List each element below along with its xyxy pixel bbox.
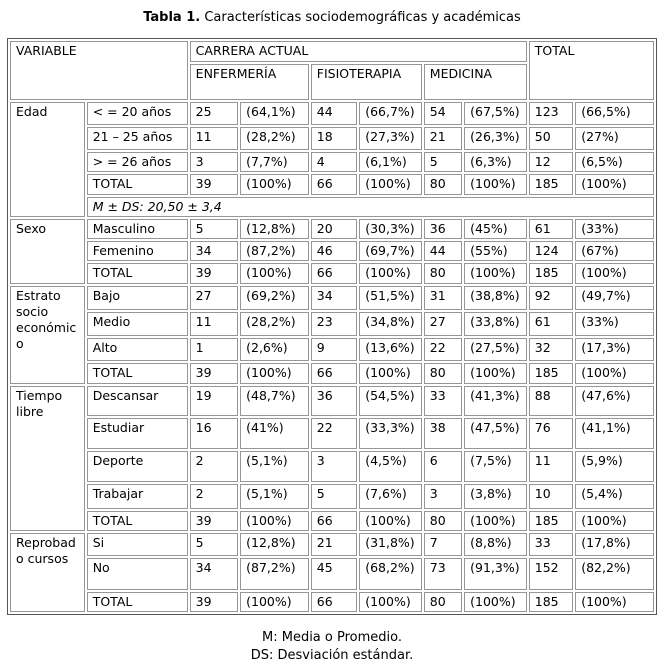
percent-cell: (87,2%) [240, 241, 309, 261]
percent-cell: (100%) [575, 511, 654, 531]
percent-cell: (100%) [240, 263, 309, 283]
percent-cell: (41,1%) [575, 418, 654, 449]
percent-cell: (17,3%) [575, 338, 654, 361]
percent-cell: (6,3%) [464, 152, 527, 172]
percent-cell: (33%) [575, 219, 654, 239]
category-cell: Descansar [87, 386, 188, 416]
count-cell: 80 [424, 263, 462, 283]
percent-cell: (4,5%) [359, 451, 422, 482]
table-row [10, 558, 654, 590]
count-cell: 1 [190, 338, 238, 361]
count-cell: 20 [311, 219, 357, 239]
percent-cell: (69,7%) [359, 241, 422, 261]
count-cell: 66 [311, 511, 357, 531]
category-cell: Deporte [87, 451, 188, 482]
table-row [10, 174, 654, 194]
count-cell: 61 [529, 312, 573, 336]
count-cell: 44 [311, 102, 357, 125]
percent-cell: (82,2%) [575, 558, 654, 590]
count-cell: 80 [424, 511, 462, 531]
percent-cell: (13,6%) [359, 338, 422, 361]
count-cell: 185 [529, 363, 573, 384]
count-cell: 2 [190, 451, 238, 482]
percent-cell: (5,9%) [575, 451, 654, 482]
percent-cell: (33,3%) [359, 418, 422, 449]
count-cell: 5 [311, 484, 357, 509]
table-row [10, 312, 654, 336]
percent-cell: (12,8%) [240, 219, 309, 239]
count-cell: 27 [424, 312, 462, 336]
header-carrera-actual: CARRERA ACTUAL [190, 41, 527, 62]
table-row [10, 286, 654, 310]
percent-cell: (55%) [464, 241, 527, 261]
percent-cell: (6,5%) [575, 152, 654, 172]
percent-cell: (87,2%) [240, 558, 309, 590]
variable-cell: Estrato socio económico [10, 286, 85, 384]
percent-cell: (100%) [575, 174, 654, 194]
count-cell: 3 [311, 451, 357, 482]
percent-cell: (100%) [464, 174, 527, 194]
count-cell: 66 [311, 263, 357, 283]
count-cell: 123 [529, 102, 573, 125]
count-cell: 66 [311, 592, 357, 612]
count-cell: 39 [190, 511, 238, 531]
count-cell: 152 [529, 558, 573, 590]
count-cell: 80 [424, 592, 462, 612]
percent-cell: (51,5%) [359, 286, 422, 310]
percent-cell: (33,8%) [464, 312, 527, 336]
table-row [10, 451, 654, 482]
count-cell: 61 [529, 219, 573, 239]
count-cell: 32 [529, 338, 573, 361]
count-cell: 39 [190, 174, 238, 194]
count-cell: 34 [190, 558, 238, 590]
count-cell: 36 [424, 219, 462, 239]
percent-cell: (100%) [464, 511, 527, 531]
count-cell: 34 [311, 286, 357, 310]
percent-cell: (12,8%) [240, 533, 309, 556]
percent-cell: (68,2%) [359, 558, 422, 590]
count-cell: 19 [190, 386, 238, 416]
percent-cell: (100%) [359, 263, 422, 283]
table-row [10, 152, 654, 172]
count-cell: 185 [529, 511, 573, 531]
percent-cell: (49,7%) [575, 286, 654, 310]
count-cell: 2 [190, 484, 238, 509]
count-cell: 7 [424, 533, 462, 556]
percent-cell: (100%) [575, 592, 654, 612]
category-cell: TOTAL [87, 592, 188, 612]
count-cell: 88 [529, 386, 573, 416]
count-cell: 25 [190, 102, 238, 125]
percent-cell: (38,8%) [464, 286, 527, 310]
percent-cell: (47,6%) [575, 386, 654, 416]
mean-sd-note: M ± DS: 20,50 ± 3,4 [87, 197, 654, 217]
header-row-1 [10, 41, 654, 62]
count-cell: 5 [190, 219, 238, 239]
count-cell: 73 [424, 558, 462, 590]
header-career-fisioterapia: FISIOTERAPIA [311, 64, 422, 100]
count-cell: 33 [529, 533, 573, 556]
percent-cell: (8,8%) [464, 533, 527, 556]
percent-cell: (27%) [575, 127, 654, 150]
count-cell: 185 [529, 263, 573, 283]
percent-cell: (100%) [240, 174, 309, 194]
footnote-sd: DS: Desviación estándar. [250, 647, 414, 663]
count-cell: 50 [529, 127, 573, 150]
percent-cell: (69,2%) [240, 286, 309, 310]
percent-cell: (100%) [240, 592, 309, 612]
count-cell: 39 [190, 263, 238, 283]
count-cell: 5 [190, 533, 238, 556]
count-cell: 9 [311, 338, 357, 361]
count-cell: 12 [529, 152, 573, 172]
count-cell: 18 [311, 127, 357, 150]
percent-cell: (7,6%) [359, 484, 422, 509]
count-cell: 16 [190, 418, 238, 449]
category-cell: No [87, 558, 188, 590]
footnote-mean: M: Media o Promedio. [262, 630, 402, 645]
count-cell: 5 [424, 152, 462, 172]
table-row [10, 338, 654, 361]
count-cell: 27 [190, 286, 238, 310]
percent-cell: (7,5%) [464, 451, 527, 482]
count-cell: 36 [311, 386, 357, 416]
variable-cell: Sexo [10, 219, 85, 284]
header-total: TOTAL [529, 41, 654, 100]
count-cell: 4 [311, 152, 357, 172]
count-cell: 66 [311, 174, 357, 194]
count-cell: 23 [311, 312, 357, 336]
variable-cell: Edad [10, 102, 85, 217]
category-cell: > = 26 años [87, 152, 188, 172]
percent-cell: (100%) [359, 592, 422, 612]
table-row [10, 241, 654, 261]
count-cell: 92 [529, 286, 573, 310]
count-cell: 124 [529, 241, 573, 261]
count-cell: 11 [190, 312, 238, 336]
percent-cell: (67%) [575, 241, 654, 261]
percent-cell: (100%) [464, 263, 527, 283]
category-cell: TOTAL [87, 174, 188, 194]
percent-cell: (17,8%) [575, 533, 654, 556]
category-cell: TOTAL [87, 263, 188, 283]
table-row [10, 533, 654, 556]
percent-cell: (100%) [464, 592, 527, 612]
percent-cell: (41,3%) [464, 386, 527, 416]
header-career-enfermeria: ENFERMERÍA [190, 64, 309, 100]
percent-cell: (5,1%) [240, 484, 309, 509]
percent-cell: (33%) [575, 312, 654, 336]
percent-cell: (45%) [464, 219, 527, 239]
table-row [10, 418, 654, 449]
table-row [10, 219, 654, 239]
table-row [10, 263, 654, 283]
table-row [10, 386, 654, 416]
count-cell: 11 [529, 451, 573, 482]
percent-cell: (100%) [575, 263, 654, 283]
category-cell: Alto [87, 338, 188, 361]
percent-cell: (3,8%) [464, 484, 527, 509]
percent-cell: (26,3%) [464, 127, 527, 150]
count-cell: 66 [311, 363, 357, 384]
percent-cell: (28,2%) [240, 312, 309, 336]
count-cell: 3 [190, 152, 238, 172]
percent-cell: (27,3%) [359, 127, 422, 150]
count-cell: 21 [424, 127, 462, 150]
percent-cell: (28,2%) [240, 127, 309, 150]
variable-cell: Tiempo libre [10, 386, 85, 531]
count-cell: 39 [190, 363, 238, 384]
table-title-label: Tabla 1. [143, 10, 201, 25]
table-row [10, 484, 654, 509]
count-cell: 21 [311, 533, 357, 556]
count-cell: 39 [190, 592, 238, 612]
count-cell: 38 [424, 418, 462, 449]
percent-cell: (100%) [359, 511, 422, 531]
percent-cell: (30,3%) [359, 219, 422, 239]
category-cell: Estudiar [87, 418, 188, 449]
category-cell: TOTAL [87, 511, 188, 531]
count-cell: 185 [529, 174, 573, 194]
table-row [10, 127, 654, 150]
percent-cell: (48,7%) [240, 386, 309, 416]
percent-cell: (91,3%) [464, 558, 527, 590]
percent-cell: (66,5%) [575, 102, 654, 125]
count-cell: 54 [424, 102, 462, 125]
percent-cell: (66,7%) [359, 102, 422, 125]
category-cell: Masculino [87, 219, 188, 239]
variable-cell: Reprobado cursos [10, 533, 85, 612]
count-cell: 44 [424, 241, 462, 261]
note-row [10, 197, 654, 217]
percent-cell: (54,5%) [359, 386, 422, 416]
percent-cell: (64,1%) [240, 102, 309, 125]
count-cell: 6 [424, 451, 462, 482]
percent-cell: (5,4%) [575, 484, 654, 509]
count-cell: 80 [424, 174, 462, 194]
percent-cell: (100%) [240, 511, 309, 531]
footnotes [0, 629, 664, 664]
percent-cell: (47,5%) [464, 418, 527, 449]
table-row [10, 592, 654, 612]
percent-cell: (100%) [359, 363, 422, 384]
percent-cell: (100%) [240, 363, 309, 384]
table-row [10, 511, 654, 531]
category-cell: TOTAL [87, 363, 188, 384]
count-cell: 185 [529, 592, 573, 612]
percent-cell: (34,8%) [359, 312, 422, 336]
percent-cell: (100%) [575, 363, 654, 384]
category-cell: Trabajar [87, 484, 188, 509]
category-cell: Medio [87, 312, 188, 336]
sociodemographic-table [7, 38, 657, 615]
count-cell: 45 [311, 558, 357, 590]
percent-cell: (7,7%) [240, 152, 309, 172]
header-variable: VARIABLE [10, 41, 188, 100]
category-cell: Bajo [87, 286, 188, 310]
table-row [10, 102, 654, 125]
count-cell: 11 [190, 127, 238, 150]
count-cell: 46 [311, 241, 357, 261]
category-cell: Femenino [87, 241, 188, 261]
percent-cell: (2,6%) [240, 338, 309, 361]
count-cell: 76 [529, 418, 573, 449]
table-title [0, 10, 664, 25]
table-row [10, 363, 654, 384]
percent-cell: (41%) [240, 418, 309, 449]
count-cell: 10 [529, 484, 573, 509]
count-cell: 31 [424, 286, 462, 310]
count-cell: 3 [424, 484, 462, 509]
count-cell: 80 [424, 363, 462, 384]
count-cell: 22 [424, 338, 462, 361]
table-title-text: Características sociodemográficas y académicas [204, 10, 521, 25]
percent-cell: (31,8%) [359, 533, 422, 556]
category-cell: Si [87, 533, 188, 556]
percent-cell: (67,5%) [464, 102, 527, 125]
header-career-medicina: MEDICINA [424, 64, 527, 100]
count-cell: 33 [424, 386, 462, 416]
percent-cell: (100%) [359, 174, 422, 194]
percent-cell: (5,1%) [240, 451, 309, 482]
count-cell: 22 [311, 418, 357, 449]
count-cell: 34 [190, 241, 238, 261]
category-cell: < = 20 años [87, 102, 188, 125]
percent-cell: (100%) [464, 363, 527, 384]
percent-cell: (27,5%) [464, 338, 527, 361]
category-cell: 21 – 25 años [87, 127, 188, 150]
percent-cell: (6,1%) [359, 152, 422, 172]
